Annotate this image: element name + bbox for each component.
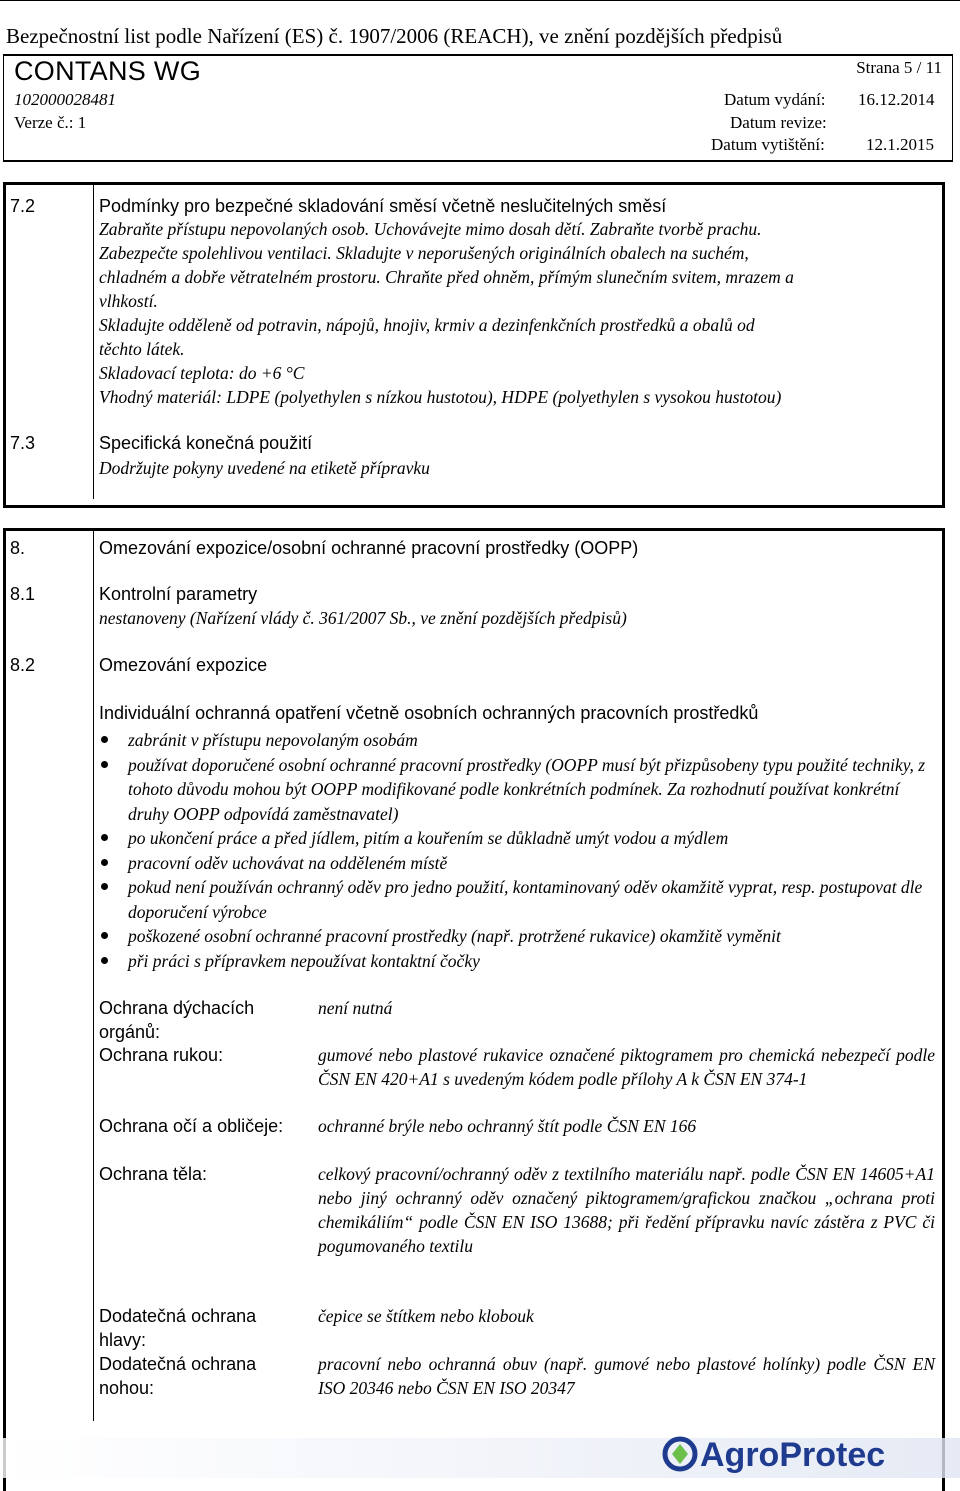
section-8-1-title: Kontrolní parametry [99, 584, 258, 604]
column-divider [93, 185, 94, 499]
section-7-2-line: Zabezpečte spolehlivou ventilaci. Skladujte v neporušených originálních obalech na suchém, [99, 243, 749, 263]
product-code: 102000028481 [14, 90, 116, 109]
section-7-2-number: 7.2 [10, 196, 36, 216]
protection-value: není nutná [318, 998, 393, 1018]
protection-label: Ochrana dýchacích orgánů: [99, 998, 255, 1042]
protection-label: Ochrana těla: [99, 1164, 208, 1184]
section-8-title: Omezování expozice/osobní ochranné pracovní prostředky (OOPP) [99, 538, 639, 558]
product-name: CONTANS WG [14, 56, 201, 86]
protection-label: Ochrana očí a obličeje: [99, 1116, 284, 1136]
protection-value: celkový pracovní/ochranný oděv z textilního materiálu např. podle ČSN EN 14605+A1 nebo jiný ochranný oděv označený piktogramem/grafickou značkou „ochrana proti chemikáliím“ podle ČSN EN ISO 13688; při ředění přípravku navíc zástěra z PVC či pogumovaného textilu [318, 1164, 935, 1256]
section-8-2-subheading: Individuální ochranná opatření včetně osobních ochranných pracovních prostředků [99, 703, 759, 723]
section-7-2-line: těchto látek. [99, 339, 185, 359]
list-item: používat doporučené osobní ochranné pracovní prostředky (OOPP musí být přizpůsobeny typu použité techniky, z tohoto důvodu mohou být OOPP modifikované podle konkrétních podmínek. Za rozhodnutí používat konkrétní druhy OOPP odpovídá zaměstnavatel) [100, 753, 935, 827]
section-8-2-number: 8.2 [10, 655, 36, 675]
regulation-title: Bezpečnostní list podle Nařízení (ES) č. 1907/2006 (REACH), ve znění pozdějších předpisů [6, 24, 783, 48]
section-7-2-line: Zabraňte přístupu nepovolaných osob. Uchovávejte mimo dosah dětí. Zabraňte tvorbě prachu. [99, 219, 762, 239]
section-7-3-text: Dodržujte pokyny uvedené na etiketě přípravku [99, 458, 430, 478]
section-7-2-line: Vhodný materiál: LDPE (polyethylen s nízkou hustotou), HDPE (polyethylen s vysokou hustotou) [99, 387, 782, 407]
list-item: pracovní oděv uchovávat na odděleném místě [100, 851, 935, 876]
column-divider [93, 531, 94, 1421]
footer-logo-text: AgroProtec [700, 1436, 886, 1474]
protection-value: pracovní nebo ochranná obuv (např. gumové nebo plastové holínky) podle ČSN EN ISO 20346 nebo ČSN EN ISO 20347 [318, 1354, 935, 1398]
protection-label: Dodatečná ochrana nohou: [99, 1354, 257, 1398]
section-7-3-title: Specifická konečná použití [99, 433, 313, 453]
issue-date: 16.12.2014 [858, 90, 935, 109]
section-7-2-line: Skladujte odděleně od potravin, nápojů, hnojiv, krmiv a dezinfenkčních prostředků a obalů od [99, 315, 755, 335]
list-item: po ukončení práce a před jídlem, pitím a kouřením se důkladně umýt vodou a mýdlem [100, 826, 935, 851]
print-date: 12.1.2015 [866, 135, 934, 154]
section-8-2-title: Omezování expozice [99, 655, 268, 675]
section-8-1-number: 8.1 [10, 584, 36, 604]
protection-value: gumové nebo plastové rukavice označené piktogramem pro chemická nebezpečí podle ČSN EN 420+A1 s uvedeným kódem podle přílohy A k ČSN EN 374-1 [318, 1045, 935, 1089]
section-8-1-text: nestanoveny (Nařízení vlády č. 361/2007 Sb., ve znění pozdějších předpisů) [99, 608, 627, 628]
section-7-2-title: Podmínky pro bezpečné skladování směsí včetně neslučitelných směsí [99, 196, 667, 216]
footer-banner [0, 1418, 960, 1487]
list-item: zabránit v přístupu nepovolaným osobám [100, 728, 935, 753]
page-number: Strana 5 / 11 [856, 58, 942, 77]
list-item: poškozené osobní ochranné pracovní prostředky (např. protržené rukavice) okamžitě vyměnit [100, 924, 935, 949]
issue-date-label: Datum vydání: [724, 90, 826, 109]
protection-value: ochranné brýle nebo ochranný štít podle ČSN EN 166 [318, 1116, 697, 1136]
measures-list [100, 728, 935, 973]
section-7-3-number: 7.3 [10, 433, 36, 453]
section-7-2-line: Skladovací teplota: do +6 °C [99, 363, 305, 383]
protection-label: Ochrana rukou: [99, 1045, 224, 1065]
section-8-number: 8. [10, 538, 26, 558]
print-date-label: Datum vytištění: [711, 135, 825, 154]
revision-label: Datum revize: [730, 113, 827, 132]
top-rule [0, 0, 960, 1]
protection-label: Dodatečná ochrana hlavy: [99, 1306, 257, 1350]
section-7-2-line: chladném a dobře větratelném prostoru. Chraňte před ohněm, přímým slunečním svitem, mrazem a [99, 267, 794, 287]
protection-value: čepice se štítkem nebo klobouk [318, 1306, 534, 1326]
version: Verze č.: 1 [14, 113, 87, 132]
list-item: při práci s přípravkem nepoužívat kontaktní čočky [100, 949, 935, 974]
section-7-2-line: vlhkostí. [99, 291, 158, 311]
list-item: pokud není používán ochranný oděv pro jedno použití, kontaminovaný oděv okamžitě vyprat, resp. postupovat dle doporučení výrobce [100, 875, 935, 924]
